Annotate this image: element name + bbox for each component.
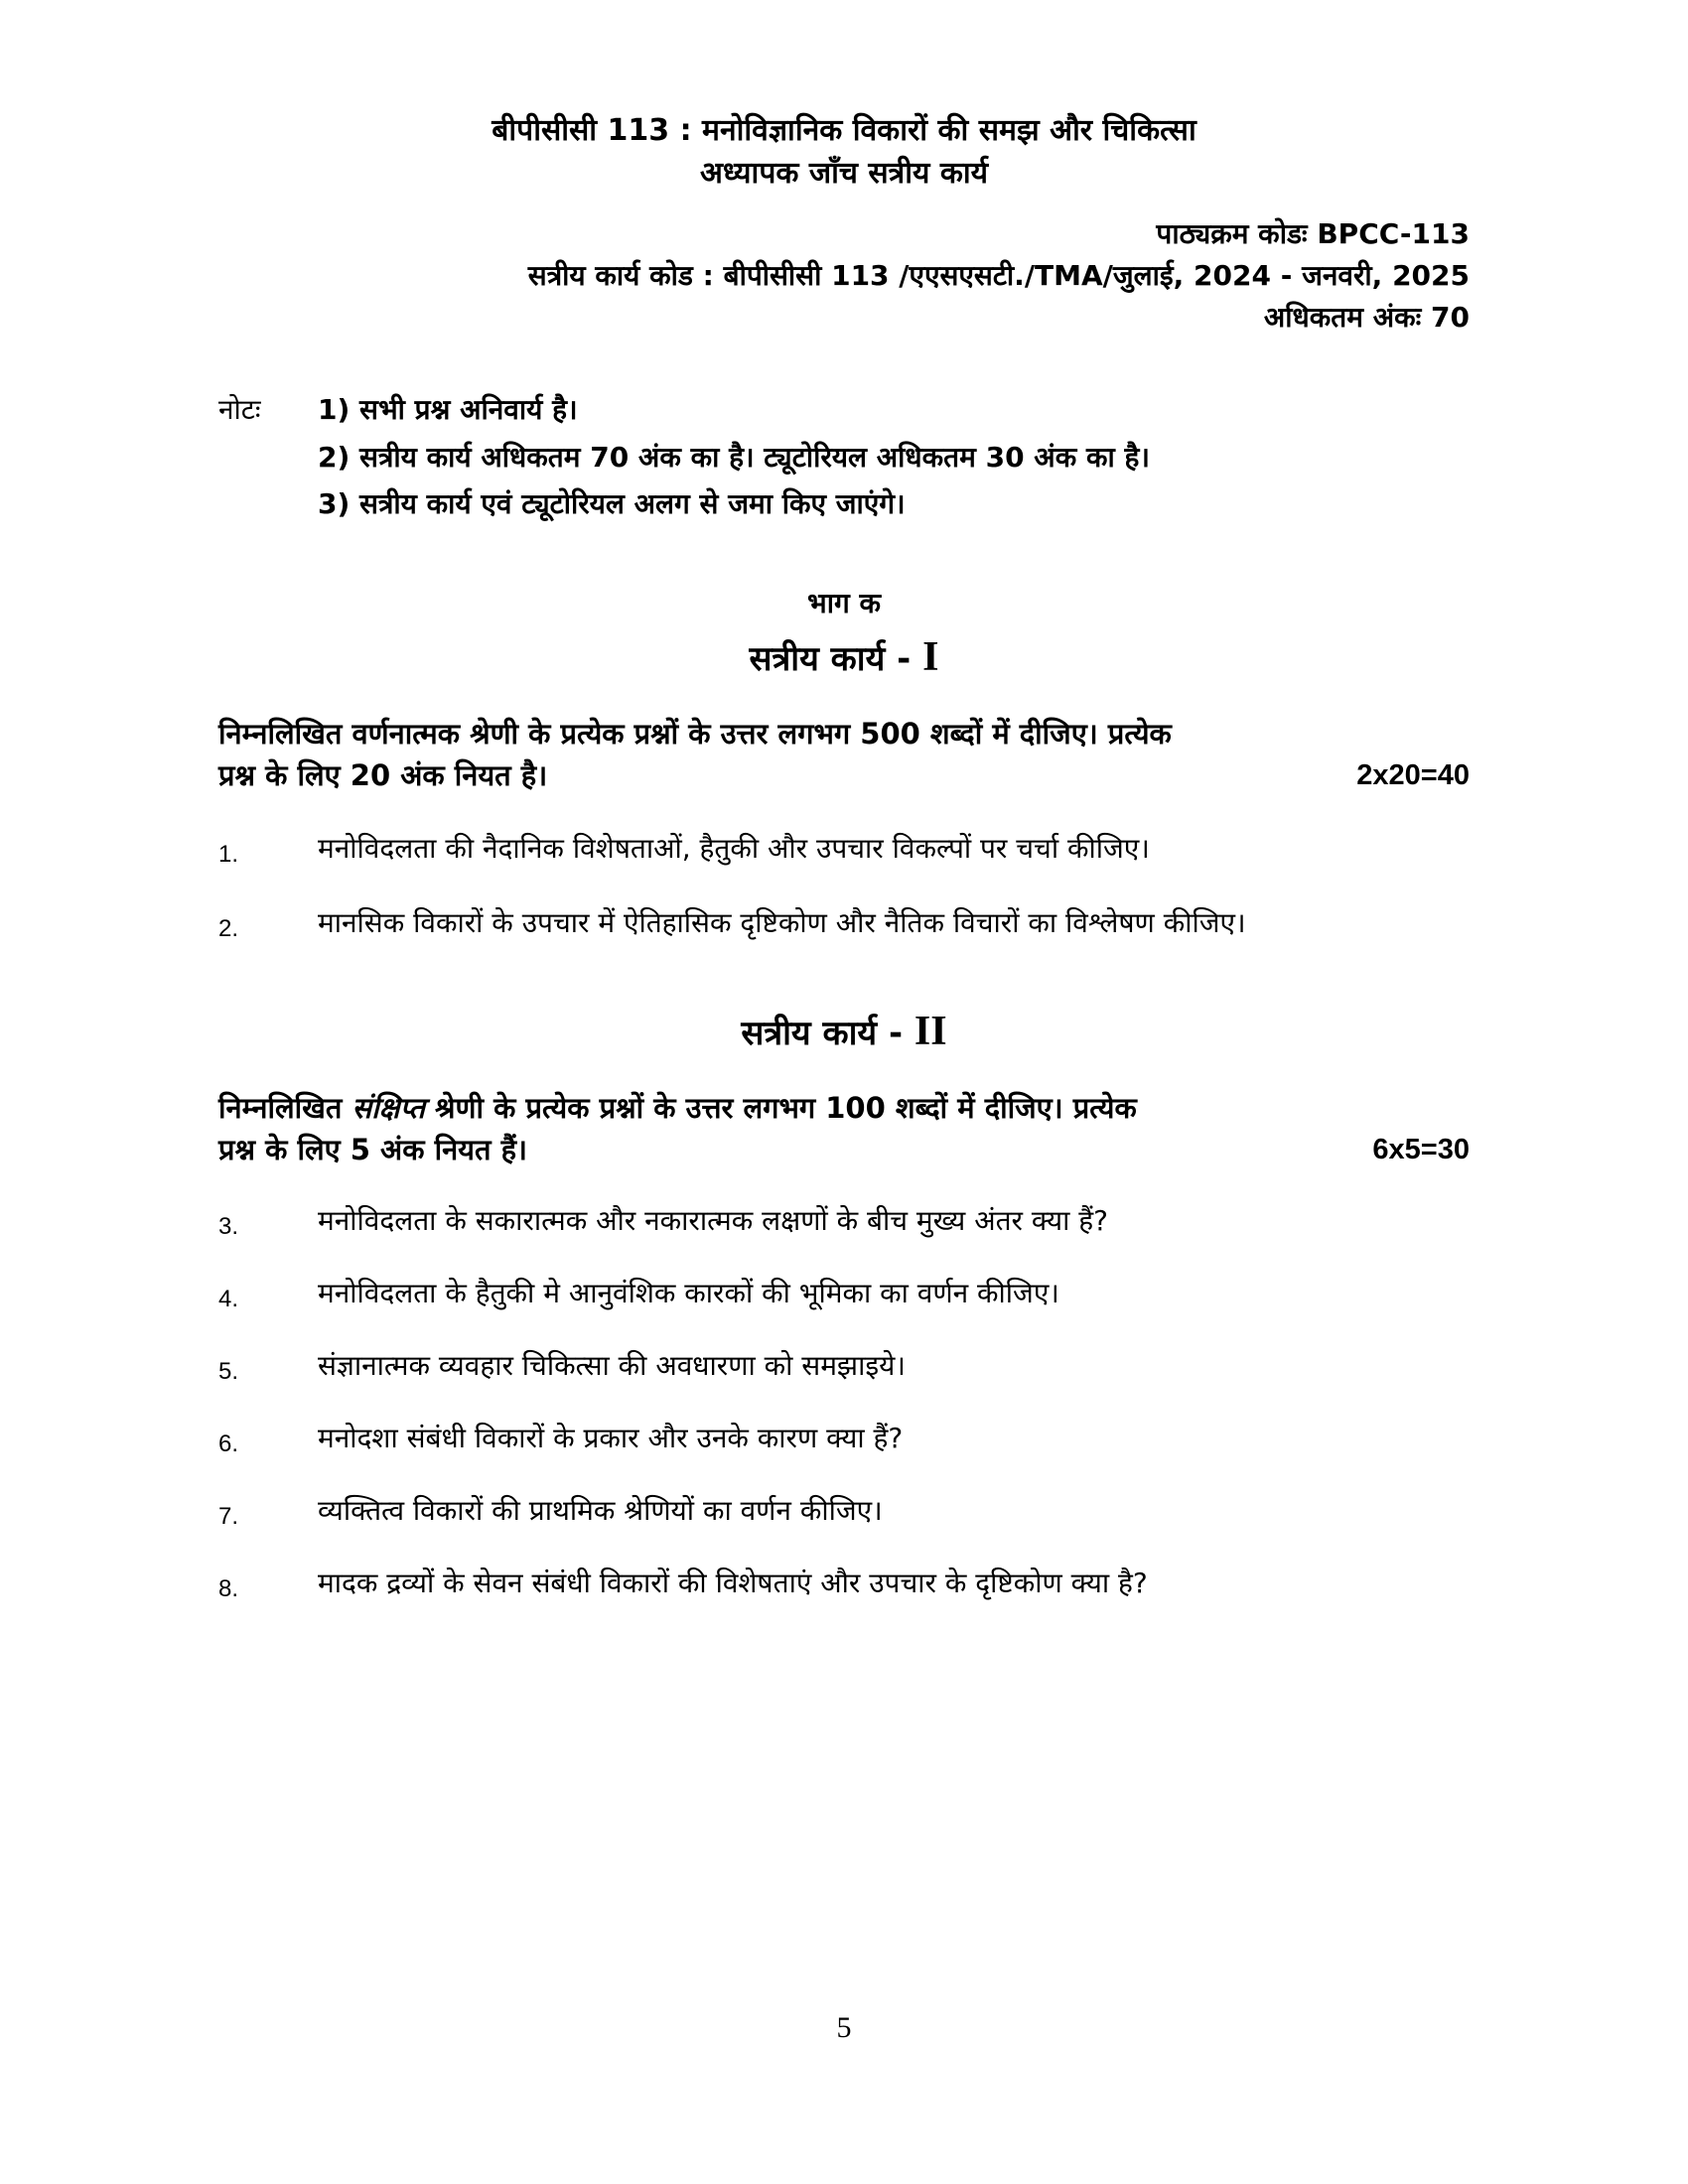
question-number: 6. <box>218 1431 239 1457</box>
max-marks: अधिकतम अंकः 70 <box>1263 301 1470 334</box>
section-instruction-pre: निम्नलिखित <box>218 1091 343 1125</box>
question-number: 4. <box>218 1286 239 1312</box>
note-item: 2) सत्रीय कार्य अधिकतम 70 अंक का है। ट्यूटोरियल अधिकतम 30 अंक का है। <box>318 441 1150 474</box>
section-marks: 6x5=30 <box>1372 1134 1470 1165</box>
question-text: मनोदशा संबंधी विकारों के प्रकार और उनके कारण क्या हैं? <box>318 1422 904 1454</box>
section-heading <box>0 635 1688 681</box>
question-number: 8. <box>218 1575 239 1602</box>
question-number: 7. <box>218 1503 239 1530</box>
section-instruction-text: प्रश्न के लिए 20 अंक नियत है। <box>218 758 548 792</box>
question-number: 5. <box>218 1358 239 1385</box>
page-number: 5 <box>836 2011 852 2044</box>
document-title: बीपीसीसी 113 : मनोविज्ञानिक विकारों की समझ और चिकित्सा <box>492 113 1196 148</box>
section-heading-text: सत्रीय कार्य - <box>741 1014 904 1053</box>
assignment-code: सत्रीय कार्य कोड : बीपीसीसी 113 /एएसएसटी./TMA/जुलाई, 2024 - जनवरी, 2025 <box>527 259 1470 292</box>
document-subtitle: अध्यापक जाँच सत्रीय कार्य <box>699 156 989 191</box>
section-instruction <box>218 1087 1470 1129</box>
section-roman-numeral: II <box>914 1009 947 1054</box>
part-label: भाग क <box>807 587 881 619</box>
section-heading <box>0 1010 1688 1055</box>
question-text: व्यक्तित्व विकारों की प्राथमिक श्रेणियों का वर्णन कीजिए। <box>318 1494 883 1527</box>
section-instruction-post: श्रेणी के प्रत्येक प्रश्नों के उत्तर लगभग 100 शब्दों में दीजिए। प्रत्येक <box>435 1091 1137 1125</box>
section-heading-text: सत्रीय कार्य - <box>749 639 912 679</box>
section-instruction-italic: संक्षिप्त <box>352 1091 425 1125</box>
question-text: मनोविदलता के हैतुकी मे आनुवंशिक कारकों की भूमिका का वर्णन कीजिए। <box>318 1277 1059 1309</box>
question-text: संज्ञानात्मक व्यवहार चिकित्सा की अवधारणा को समझाइये। <box>318 1349 906 1382</box>
section-instruction-continued <box>218 1129 1470 1170</box>
question-text: मनोविदलता की नैदानिक विशेषताओं, हैतुकी और उपचार विकल्पों पर चर्चा कीजिए। <box>318 832 1150 865</box>
question-text: मानसिक विकारों के उपचार में ऐतिहासिक दृष्टिकोण और नैतिक विचारों का विश्लेषण कीजिए। <box>318 906 1246 939</box>
section-roman-numeral: I <box>922 634 939 680</box>
question-number: 1. <box>218 841 239 868</box>
note-label: नोटः <box>218 393 261 426</box>
note-item: 3) सत्रीय कार्य एवं ट्यूटोरियल अलग से जमा किए जाएंगे। <box>318 487 906 520</box>
question-number: 3. <box>218 1213 239 1240</box>
section-instruction-text: प्रश्न के लिए 5 अंक नियत हैं। <box>218 1133 528 1166</box>
question-text: मादक द्रव्यों के सेवन संबंधी विकारों की विशेषताएं और उपचार के दृष्टिकोण क्या है? <box>318 1567 1148 1599</box>
course-code: पाठ्यक्रम कोडः BPCC-113 <box>1156 217 1470 250</box>
section-instruction: निम्नलिखित वर्णनात्मक श्रेणी के प्रत्येक प्रश्नों के उत्तर लगभग 500 शब्दों में दीजिए। प्रत्येक <box>218 717 1172 751</box>
question-text: मनोविदलता के सकारात्मक और नकारात्मक लक्षणों के बीच मुख्य अंतर क्या हैं? <box>318 1204 1108 1237</box>
section-marks: 2x20=40 <box>1356 759 1470 791</box>
note-item: 1) सभी प्रश्न अनिवार्य है। <box>318 393 578 426</box>
question-number: 2. <box>218 915 239 942</box>
section-instruction-continued <box>218 754 1470 796</box>
